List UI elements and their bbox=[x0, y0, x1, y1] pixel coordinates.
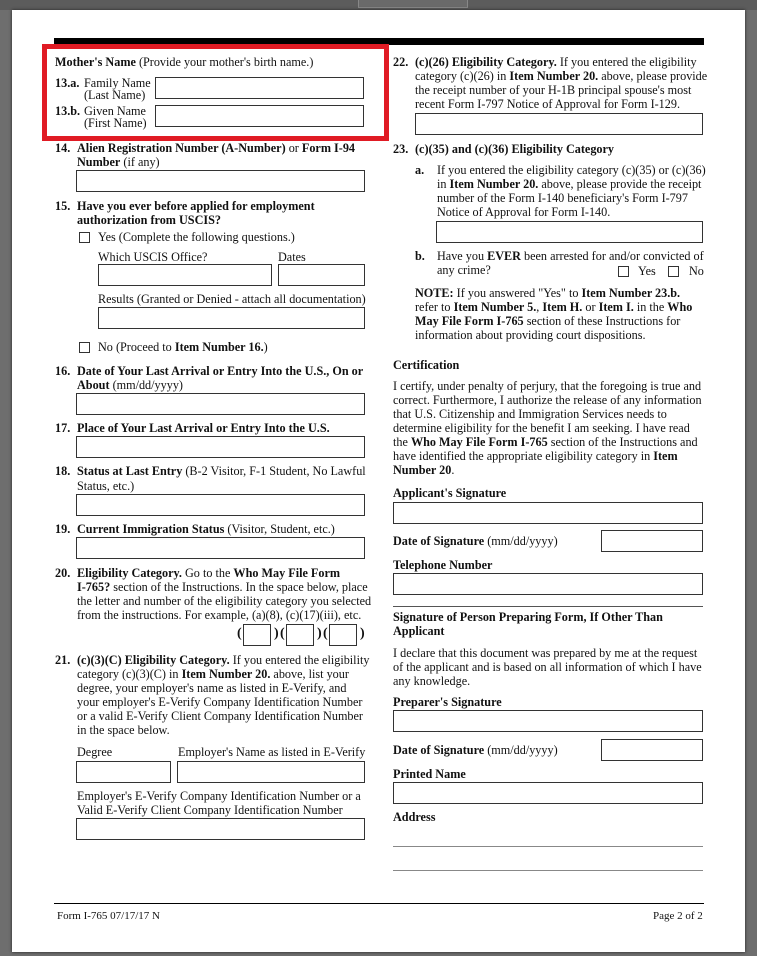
i140-receipt-field[interactable] bbox=[436, 221, 703, 243]
cert-line6: have identified the appropriate eligibility category in Item bbox=[393, 449, 678, 463]
telephone-field[interactable] bbox=[393, 573, 703, 595]
employer-label: Employer's Name as listed in E-Verify bbox=[178, 745, 366, 759]
arrival-date-field[interactable] bbox=[76, 393, 365, 415]
preparer-date-field[interactable] bbox=[601, 739, 703, 761]
q23-num: 23. bbox=[393, 142, 409, 156]
address-line-1[interactable] bbox=[393, 846, 703, 847]
q23b-yes-label: Yes bbox=[638, 264, 656, 278]
form-id: Form I-765 07/17/17 N bbox=[57, 910, 160, 922]
q20-line4: from the instructions. For example, (a)(8), (c)(17)(iii), etc. bbox=[77, 608, 362, 622]
q22-line3: the receipt number of your H-1B principal spouse's most bbox=[415, 83, 692, 97]
applicant-signature-field[interactable] bbox=[393, 502, 703, 524]
q22-line2: category (c)(26) in Item Number 20. above, please provide bbox=[415, 69, 708, 83]
arrival-place-field[interactable] bbox=[76, 436, 365, 458]
q23a-line4: Notice of Approval for Form I-140. bbox=[437, 205, 611, 219]
printed-name-label: Printed Name bbox=[393, 767, 466, 781]
preparer-heading-line1: Signature of Person Preparing Form, If Other Than bbox=[393, 610, 663, 624]
cert-line2: correct. Furthermore, I authorize the release of any information bbox=[393, 393, 702, 407]
preparer-signature-field[interactable] bbox=[393, 710, 703, 732]
q22-line4: recent Form I-797 Notice of Approval for Form I-129. bbox=[415, 97, 681, 111]
q21-line4: your employer's E-Verify Company Identification Number bbox=[77, 695, 363, 709]
q16-line1: Date of Your Last Arrival or Entry Into the U.S., On or bbox=[77, 364, 364, 378]
q14-line1: Alien Registration Number (A-Number) or Form I-94 bbox=[77, 141, 356, 155]
q15-no-checkbox[interactable] bbox=[79, 342, 90, 353]
viewer-top-strip bbox=[0, 0, 757, 10]
q18-line2: Status, etc.) bbox=[77, 479, 135, 493]
q13a-num: 13.a. bbox=[55, 76, 80, 90]
prep-line2: of the applicant and is based on all information of which I have bbox=[393, 660, 702, 674]
q23a-line1: If you entered the eligibility category (c)(35) or (c)(36) bbox=[437, 163, 706, 177]
paren-open-2: ( bbox=[280, 626, 285, 641]
uscis-office-field[interactable] bbox=[98, 264, 272, 286]
note-line3: May File Form I-765 section of these Instructions for bbox=[415, 314, 681, 328]
category-field-2[interactable] bbox=[286, 624, 314, 646]
receipt-number-field[interactable] bbox=[415, 113, 703, 135]
q21-line2: category (c)(3)(C) in Item Number 20. above, list your bbox=[77, 667, 349, 681]
q23b-yes-checkbox[interactable] bbox=[618, 266, 629, 277]
cert-line3: that U.S. Citizenship and Immigration Services needs to bbox=[393, 407, 667, 421]
dates-field[interactable] bbox=[278, 264, 365, 286]
paren-open-1: ( bbox=[237, 626, 242, 641]
q17-num: 17. bbox=[55, 421, 71, 435]
everify-id-field[interactable] bbox=[76, 818, 365, 840]
q15-yes-checkbox[interactable] bbox=[79, 232, 90, 243]
footer-rule bbox=[54, 903, 704, 904]
q18-num: 18. bbox=[55, 464, 71, 478]
applicant-date-label: Date of Signature (mm/dd/yyyy) bbox=[393, 534, 558, 548]
q20-num: 20. bbox=[55, 566, 71, 580]
cert-line4: determine eligibility for the benefit I am seeking. I have read bbox=[393, 421, 690, 435]
q21-line1: (c)(3)(C) Eligibility Category. If you entered the eligibility bbox=[77, 653, 370, 667]
note-line1: NOTE: If you answered "Yes" to Item Number 23.b. bbox=[415, 286, 681, 300]
q20-line2: I-765? section of the Instructions. In the space below, place bbox=[77, 580, 368, 594]
q15-line2: authorization from USCIS? bbox=[77, 213, 222, 227]
q23-title: (c)(35) and (c)(36) Eligibility Category bbox=[415, 142, 615, 156]
q21-num: 21. bbox=[55, 653, 71, 667]
eid-label-line2: Valid E-Verify Client Company Identification Number bbox=[77, 803, 343, 817]
address-label: Address bbox=[393, 810, 436, 824]
q15-no-label: No (Proceed to Item Number 16.) bbox=[98, 340, 268, 354]
q14-line2: Number (if any) bbox=[77, 155, 160, 169]
degree-field[interactable] bbox=[76, 761, 171, 783]
q23b-label: b. bbox=[415, 249, 425, 263]
q22-line1: (c)(26) Eligibility Category. If you entered the eligibility bbox=[415, 55, 697, 69]
q21-line3: degree, your employer's name as listed in E-Verify, and bbox=[77, 681, 347, 695]
note-line2: refer to Item Number 5., Item H. or Item I. in the Who bbox=[415, 300, 693, 314]
applicant-signature-label: Applicant's Signature bbox=[393, 486, 507, 500]
preparer-divider bbox=[393, 606, 703, 607]
employer-name-field[interactable] bbox=[177, 761, 365, 783]
q20-line1: Eligibility Category. Go to the Who May File Form bbox=[77, 566, 341, 580]
certification-heading: Certification bbox=[393, 358, 460, 372]
viewer-tab[interactable] bbox=[358, 0, 468, 8]
q20-line3: the letter and number of the eligibility category you selected bbox=[77, 594, 372, 608]
q23b-line1: Have you EVER been arrested for and/or convicted of bbox=[437, 249, 704, 263]
q16-num: 16. bbox=[55, 364, 71, 378]
prep-line3: any knowledge. bbox=[393, 674, 471, 688]
note-line4: information about providing court dispositions. bbox=[415, 328, 646, 342]
category-field-3[interactable] bbox=[329, 624, 357, 646]
q23b-no-checkbox[interactable] bbox=[668, 266, 679, 277]
category-field-1[interactable] bbox=[243, 624, 271, 646]
preparer-date-label: Date of Signature (mm/dd/yyyy) bbox=[393, 743, 558, 757]
mothers-name-heading: Mother's Name (Provide your mother's birth name.) bbox=[55, 55, 314, 69]
results-field[interactable] bbox=[98, 307, 365, 329]
paren-close-3: ) bbox=[360, 626, 365, 641]
q13b-num: 13.b. bbox=[55, 104, 81, 118]
address-line-2[interactable] bbox=[393, 870, 703, 871]
a-number-field[interactable] bbox=[76, 170, 365, 192]
cert-line1: I certify, under penalty of perjury, that the foregoing is true and bbox=[393, 379, 702, 393]
prep-line1: I declare that this document was prepared by me at the request bbox=[393, 646, 698, 660]
telephone-label: Telephone Number bbox=[393, 558, 493, 572]
cert-line5: the Who May File Form I-765 section of the Instructions and bbox=[393, 435, 698, 449]
q18-line1: Status at Last Entry (B-2 Visitor, F-1 Student, No Lawful bbox=[77, 464, 366, 478]
q14-num: 14. bbox=[55, 141, 71, 155]
q15-num: 15. bbox=[55, 199, 71, 213]
q16-line2: About (mm/dd/yyyy) bbox=[77, 378, 183, 392]
q23b-no-label: No bbox=[689, 264, 704, 278]
cert-line7: Number 20. bbox=[393, 463, 455, 477]
q23a-line3: number of the Form I-140 beneficiary's Form I-797 bbox=[437, 191, 688, 205]
q15-line1: Have you ever before applied for employment bbox=[77, 199, 315, 213]
q17-line1: Place of Your Last Arrival or Entry Into the U.S. bbox=[77, 421, 330, 435]
q22-num: 22. bbox=[393, 55, 409, 69]
immigration-status-field[interactable] bbox=[76, 537, 365, 559]
paren-close-2: ) bbox=[317, 626, 322, 641]
preparer-heading-line2: Applicant bbox=[393, 624, 445, 638]
q13b-label2: (First Name) bbox=[84, 116, 147, 130]
degree-label: Degree bbox=[77, 745, 113, 759]
which-office-label: Which USCIS Office? bbox=[98, 250, 208, 264]
q23b-line2: any crime? bbox=[437, 263, 491, 277]
q23a-label: a. bbox=[415, 163, 425, 177]
q15-yes-label: Yes (Complete the following questions.) bbox=[98, 230, 295, 244]
q21-line6: in the space below. bbox=[77, 723, 170, 737]
q21-line5: or a valid E-Verify Client Company Identification Number bbox=[77, 709, 363, 723]
applicant-date-field[interactable] bbox=[601, 530, 703, 552]
q13a-label: Family Name bbox=[84, 76, 151, 90]
results-label: Results (Granted or Denied - attach all documentation) bbox=[98, 292, 366, 306]
preparer-signature-label: Preparer's Signature bbox=[393, 695, 502, 709]
q23a-line2: in Item Number 20. above, please provide the receipt bbox=[437, 177, 702, 191]
page-number: Page 2 of 2 bbox=[653, 910, 703, 922]
form-page bbox=[12, 10, 745, 952]
q19-line1: Current Immigration Status (Visitor, Student, etc.) bbox=[77, 522, 335, 536]
status-last-entry-field[interactable] bbox=[76, 494, 365, 516]
highlight-box bbox=[42, 44, 389, 141]
eid-label-line1: Employer's E-Verify Company Identification Number or a bbox=[77, 789, 361, 803]
paren-close-1: ) bbox=[274, 626, 279, 641]
q13b-label: Given Name bbox=[84, 104, 146, 118]
dates-label: Dates bbox=[278, 250, 306, 264]
q13a-label2: (Last Name) bbox=[84, 88, 146, 102]
q19-num: 19. bbox=[55, 522, 71, 536]
paren-open-3: ( bbox=[323, 626, 328, 641]
printed-name-field[interactable] bbox=[393, 782, 703, 804]
